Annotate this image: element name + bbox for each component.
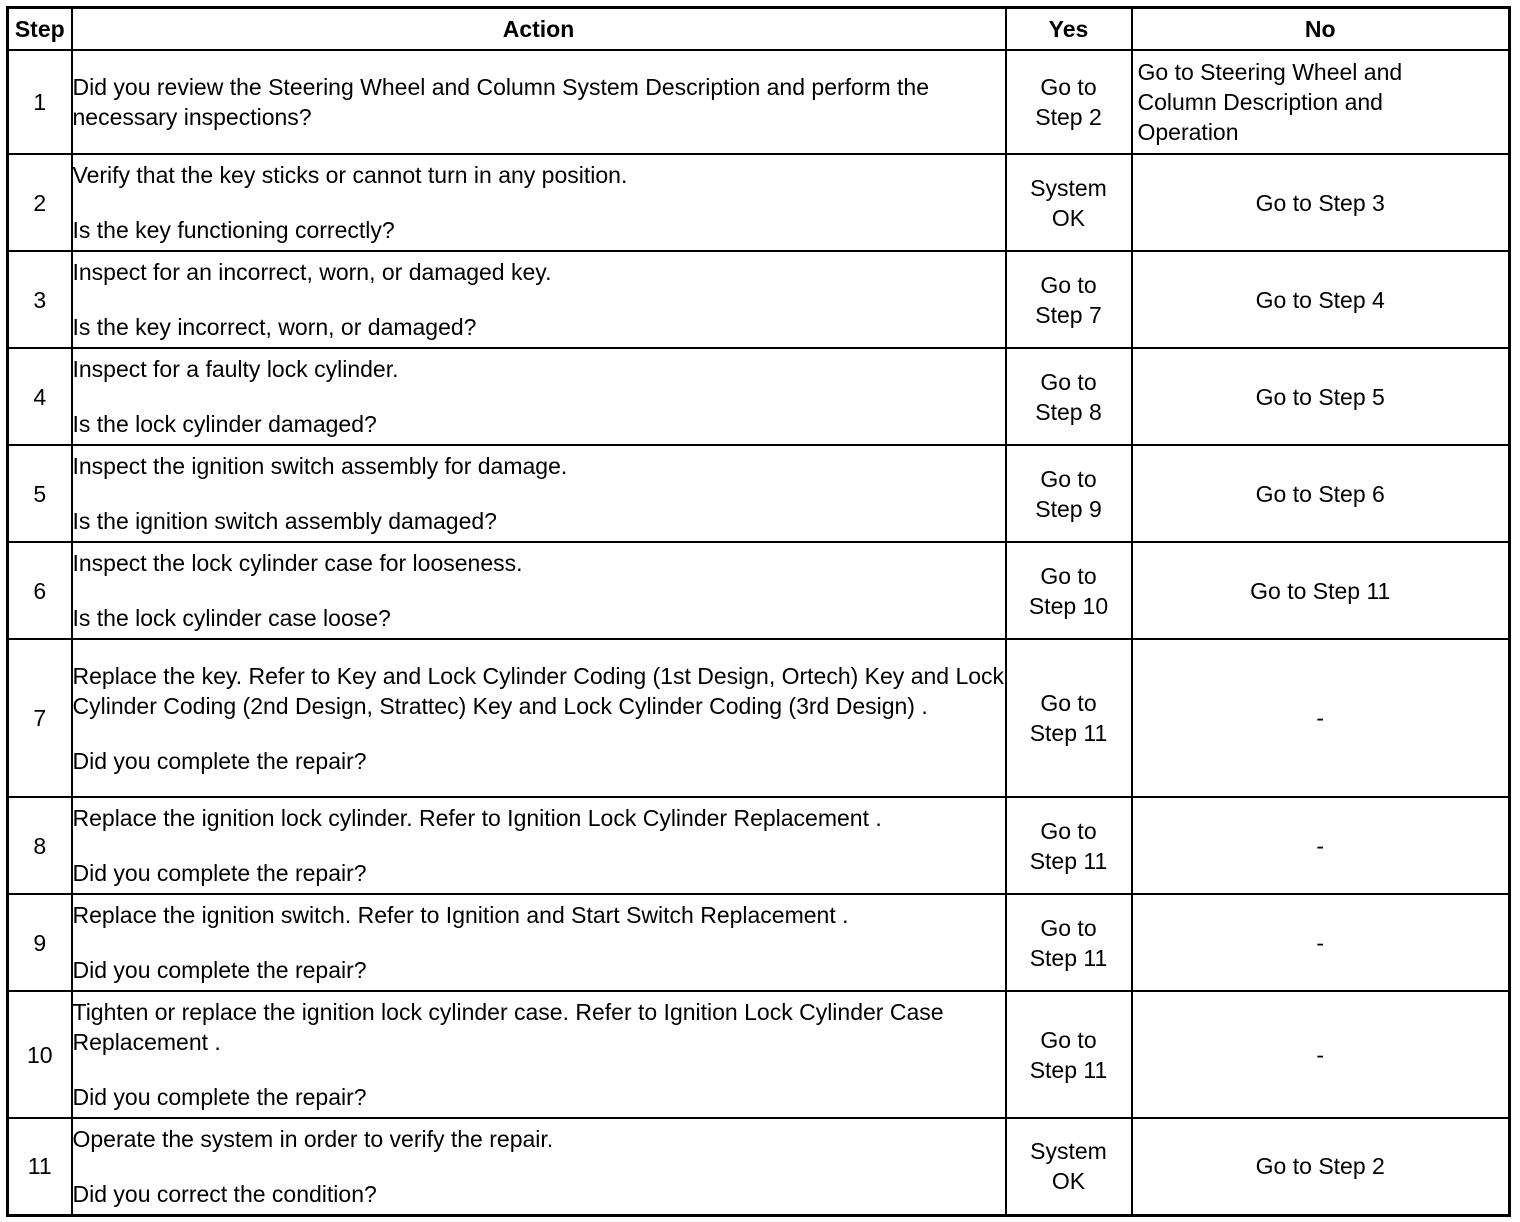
table-row bbox=[8, 154, 1510, 251]
yes-text: Go to bbox=[1040, 562, 1097, 589]
no-cell bbox=[1132, 797, 1510, 894]
yes-text: Step 7 bbox=[1035, 301, 1102, 328]
paragraph-gap bbox=[73, 1057, 1005, 1082]
header-no: No bbox=[1132, 8, 1510, 51]
no-text: Go to Step 3 bbox=[1255, 189, 1385, 216]
action-text: Inspect the ignition switch assembly for damage. bbox=[72, 453, 568, 479]
yes-text: Go to bbox=[1040, 271, 1097, 298]
no-text: Go to Step 4 bbox=[1255, 286, 1385, 313]
paragraph-gap bbox=[73, 287, 1005, 312]
header-yes: Yes bbox=[1006, 8, 1132, 51]
yes-text: OK bbox=[1051, 204, 1086, 231]
question-text: Is the lock cylinder damaged? bbox=[72, 411, 377, 437]
action-cell bbox=[72, 445, 1006, 542]
no-cell bbox=[1132, 894, 1510, 991]
paragraph-gap bbox=[73, 930, 1005, 955]
yes-cell bbox=[1006, 50, 1132, 154]
no-cell bbox=[1132, 542, 1510, 639]
question-text: Is the lock cylinder case loose? bbox=[72, 605, 391, 631]
yes-cell bbox=[1006, 542, 1132, 639]
table-row bbox=[8, 542, 1510, 639]
table-row bbox=[8, 1118, 1510, 1215]
header-step: Step bbox=[8, 8, 72, 51]
yes-cell bbox=[1006, 991, 1132, 1118]
paragraph-gap bbox=[73, 190, 1005, 215]
paragraph-gap bbox=[73, 721, 1005, 746]
action-cell bbox=[72, 639, 1006, 797]
yes-text: Step 9 bbox=[1035, 495, 1102, 522]
yes-cell bbox=[1006, 797, 1132, 894]
question-text: Is the key functioning correctly? bbox=[72, 217, 395, 243]
no-cell bbox=[1132, 445, 1510, 542]
action-text: Replace the ignition switch. Refer to Ignition and Start Switch Replacement . bbox=[72, 902, 849, 928]
action-text: Inspect the lock cylinder case for looseness. bbox=[72, 550, 523, 576]
no-text: Go to Step 11 bbox=[1250, 577, 1391, 604]
action-cell bbox=[72, 1118, 1006, 1215]
action-text: Tighten or replace the ignition lock cylinder case. Refer to Ignition Lock Cylinder Case Replacement . bbox=[72, 999, 944, 1055]
table-row bbox=[8, 639, 1510, 797]
yes-cell bbox=[1006, 894, 1132, 991]
action-cell bbox=[72, 991, 1006, 1118]
yes-cell bbox=[1006, 348, 1132, 445]
step-number: 6 bbox=[8, 542, 72, 639]
paragraph-gap bbox=[73, 384, 1005, 409]
no-cell bbox=[1132, 251, 1510, 348]
yes-text: Step 11 bbox=[1029, 1056, 1108, 1083]
action-text: Verify that the key sticks or cannot turn in any position. bbox=[72, 162, 628, 188]
no-cell bbox=[1132, 991, 1510, 1118]
step-number: 11 bbox=[8, 1118, 72, 1215]
table-row bbox=[8, 894, 1510, 991]
yes-text: Go to bbox=[1040, 368, 1097, 395]
action-cell bbox=[72, 542, 1006, 639]
action-text: Did you review the Steering Wheel and Column System Description and perform the necessary inspections? bbox=[72, 74, 930, 130]
paragraph-gap bbox=[73, 1154, 1005, 1179]
no-text: Go to Step 2 bbox=[1255, 1153, 1385, 1180]
no-text: - bbox=[1316, 929, 1325, 956]
yes-text: Go to bbox=[1040, 74, 1097, 100]
paragraph-gap bbox=[73, 833, 1005, 858]
yes-text: Go to bbox=[1040, 914, 1097, 941]
table-row bbox=[8, 991, 1510, 1118]
question-text: Is the key incorrect, worn, or damaged? bbox=[72, 314, 477, 340]
header-row bbox=[8, 8, 1510, 51]
yes-text: Step 11 bbox=[1029, 720, 1108, 746]
action-text: Operate the system in order to verify the repair. bbox=[72, 1125, 554, 1152]
step-number: 10 bbox=[8, 991, 72, 1118]
yes-text: System bbox=[1030, 1138, 1107, 1165]
yes-text: Step 2 bbox=[1035, 104, 1102, 130]
no-text: Column Description and bbox=[1137, 89, 1383, 115]
paragraph-gap bbox=[73, 481, 1005, 506]
no-text: Go to Step 6 bbox=[1255, 480, 1385, 507]
yes-text: Go to bbox=[1040, 817, 1097, 844]
yes-text: Step 8 bbox=[1035, 398, 1102, 425]
yes-cell bbox=[1006, 639, 1132, 797]
header-action: Action bbox=[72, 8, 1006, 51]
yes-text: Go to bbox=[1040, 690, 1097, 716]
no-text: - bbox=[1316, 1041, 1325, 1068]
step-number: 7 bbox=[8, 639, 72, 797]
table-row bbox=[8, 797, 1510, 894]
diagnostic-table bbox=[6, 6, 1511, 1217]
step-number: 2 bbox=[8, 154, 72, 251]
action-cell bbox=[72, 894, 1006, 991]
yes-text: Go to bbox=[1040, 465, 1097, 492]
action-cell bbox=[72, 251, 1006, 348]
step-number: 3 bbox=[8, 251, 72, 348]
yes-cell bbox=[1006, 445, 1132, 542]
step-number: 5 bbox=[8, 445, 72, 542]
yes-text: OK bbox=[1051, 1168, 1086, 1195]
question-text: Did you complete the repair? bbox=[72, 860, 367, 886]
table-row bbox=[8, 445, 1510, 542]
no-cell bbox=[1132, 639, 1510, 797]
question-text: Did you complete the repair? bbox=[72, 1084, 367, 1110]
no-text: - bbox=[1316, 832, 1325, 859]
action-cell bbox=[72, 154, 1006, 251]
no-cell bbox=[1132, 1118, 1510, 1215]
step-number: 8 bbox=[8, 797, 72, 894]
question-text: Did you complete the repair? bbox=[72, 957, 367, 983]
yes-cell bbox=[1006, 251, 1132, 348]
table-row bbox=[8, 348, 1510, 445]
yes-text: Step 11 bbox=[1029, 944, 1108, 971]
yes-text: Step 10 bbox=[1028, 592, 1109, 619]
yes-text: System bbox=[1030, 174, 1107, 201]
action-cell bbox=[72, 348, 1006, 445]
no-text: Go to Step 5 bbox=[1255, 383, 1385, 410]
table-body bbox=[8, 50, 1510, 1215]
step-number: 9 bbox=[8, 894, 72, 991]
no-text: Operation bbox=[1137, 119, 1239, 145]
table-row bbox=[8, 50, 1510, 154]
no-text: Go to Steering Wheel and bbox=[1137, 59, 1403, 85]
paragraph-gap bbox=[73, 578, 1005, 603]
action-text: Replace the ignition lock cylinder. Refer to Ignition Lock Cylinder Replacement . bbox=[72, 805, 882, 831]
step-number: 4 bbox=[8, 348, 72, 445]
no-cell bbox=[1132, 154, 1510, 251]
yes-cell bbox=[1006, 154, 1132, 251]
question-text: Did you complete the repair? bbox=[72, 747, 367, 774]
question-text: Did you correct the condition? bbox=[72, 1180, 377, 1207]
no-text: - bbox=[1316, 705, 1325, 731]
yes-text: Step 11 bbox=[1029, 847, 1108, 874]
no-cell bbox=[1132, 348, 1510, 445]
action-cell bbox=[72, 50, 1006, 154]
yes-text: Go to bbox=[1040, 1026, 1097, 1053]
action-text: Inspect for an incorrect, worn, or damaged key. bbox=[72, 259, 552, 285]
step-number: 1 bbox=[8, 50, 72, 154]
yes-cell bbox=[1006, 1118, 1132, 1215]
action-text: Replace the key. Refer to Key and Lock Cylinder Coding (1st Design, Ortech) Key and Lock Cylinder Coding (2nd Design, Strattec) Key and Lock Cylinder Coding (3rd Design) . bbox=[72, 662, 1005, 719]
action-text: Inspect for a faulty lock cylinder. bbox=[72, 356, 399, 382]
no-cell bbox=[1132, 50, 1510, 154]
action-cell bbox=[72, 797, 1006, 894]
table-row bbox=[8, 251, 1510, 348]
question-text: Is the ignition switch assembly damaged? bbox=[72, 508, 497, 534]
